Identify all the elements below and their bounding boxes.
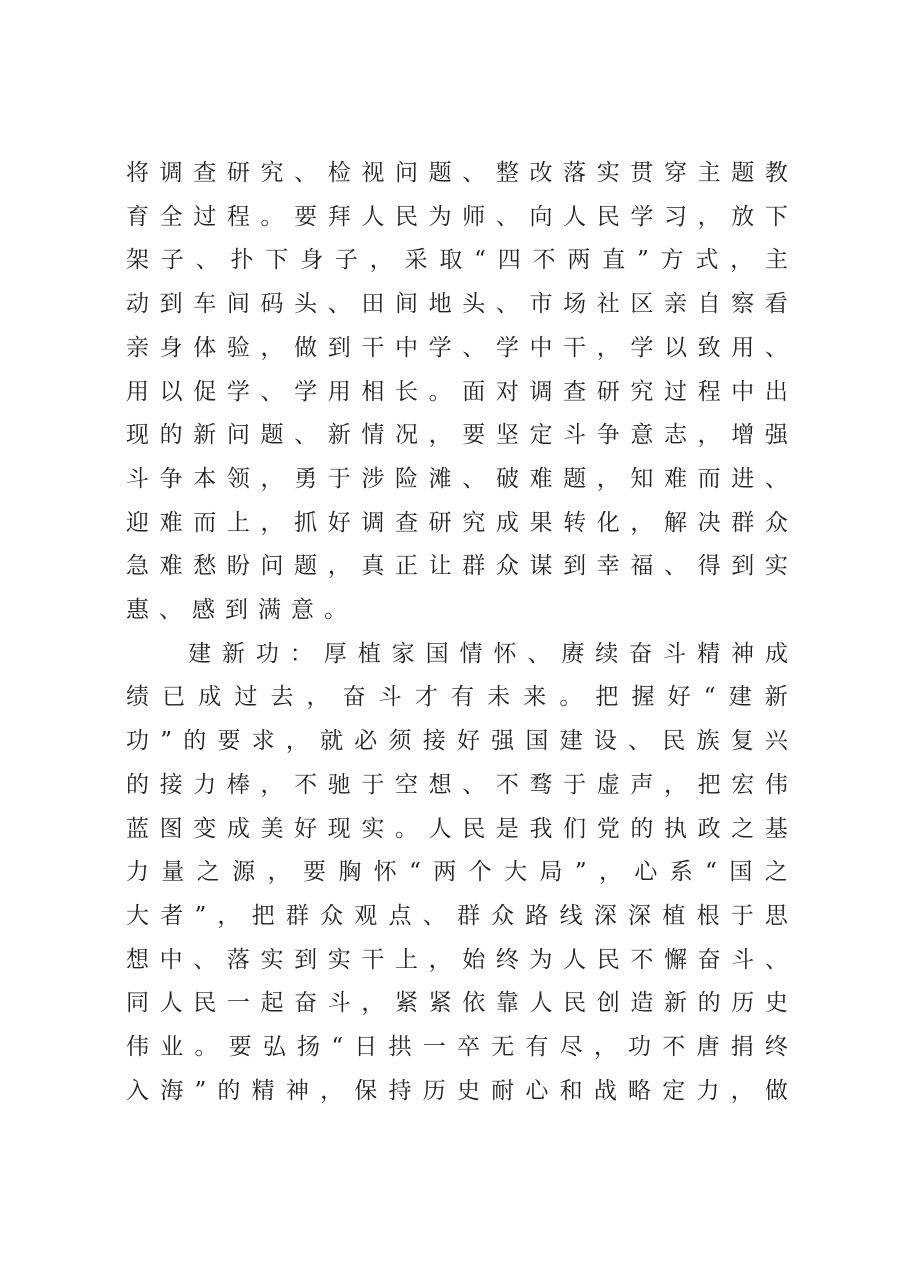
text-line: 伟 业 。 要 弘 扬 “ 日 拱 一 卒 无 有 尽 ， 功 不 唐 捐 终: [126, 1034, 788, 1060]
text-line: 蓝 图 变 成 美 好 现 实 。 人 民 是 我 们 党 的 执 政 之 基: [126, 815, 788, 842]
text-line: 大 者 ” ， 把 群 众 观 点 、 群 众 路 线 深 深 植 根 于 思: [126, 902, 788, 929]
text-line: 迎 难 而 上 ， 抓 好 调 查 研 究 成 果 转 化 ， 解 决 群 众: [126, 509, 788, 536]
text-line: 将 调 查 研 究 、 检 视 问 题 、 整 改 落 实 贯 穿 主 题 教: [126, 160, 788, 186]
text-line: 功 ” 的 要 求 ， 就 必 须 接 好 强 国 建 设 、 民 族 复 兴: [126, 728, 788, 755]
text-line: 动 到 车 间 码 头 、 田 间 地 头 、 市 场 社 区 亲 自 察 看: [126, 291, 788, 318]
text-line: 架 子 、 扑 下 身 子 ， 采 取 “ 四 不 两 直 ” 方 式 ， 主: [126, 247, 788, 274]
text-line: 急 难 愁 盼 问 题 ， 真 正 让 群 众 谋 到 幸 福 、 得 到 实: [126, 553, 788, 580]
text-line: 入 海 ” 的 精 神 ， 保 持 历 史 耐 心 和 战 略 定 力 ， 做: [126, 1077, 788, 1104]
text-line: 用 以 促 学 、 学 用 相 长 。 面 对 调 查 研 究 过 程 中 出: [126, 378, 788, 405]
text-line: 亲 身 体 验 ， 做 到 干 中 学 、 学 中 干 ， 学 以 致 用 、: [126, 334, 788, 361]
text-line: 建 新 功 ： 厚 植 家 国 情 怀 、 赓 续 奋 斗 精 神 成: [188, 640, 788, 667]
text-line: 现 的 新 问 题 、 新 情 况 ， 要 坚 定 斗 争 意 志 ， 增 强: [126, 422, 788, 449]
text-line: 力 量 之 源 ， 要 胸 怀 “ 两 个 大 局 ” ， 心 系 “ 国 之: [126, 859, 788, 886]
text-line: 的 接 力 棒 ， 不 驰 于 空 想 、 不 骛 于 虚 声 ， 把 宏 伟: [126, 771, 788, 798]
text-line: 惠 、 感 到 满 意 。: [126, 597, 357, 623]
text-line: 想 中 、 落 实 到 实 干 上 ， 始 终 为 人 民 不 懈 奋 斗 、: [126, 946, 788, 973]
text-line: 绩 已 成 过 去 ， 奋 斗 才 有 未 来 。 把 握 好 “ 建 新: [126, 684, 788, 711]
text-line: 同 人 民 一 起 奋 斗 ， 紧 紧 依 靠 人 民 创 造 新 的 历 史: [126, 990, 788, 1017]
text-line: 斗 争 本 领 ， 勇 于 涉 险 滩 、 破 难 题 ， 知 难 而 进 、: [126, 465, 788, 492]
text-line: 育 全 过 程 。 要 拜 人 民 为 师 、 向 人 民 学 习 ， 放 下: [126, 203, 788, 230]
